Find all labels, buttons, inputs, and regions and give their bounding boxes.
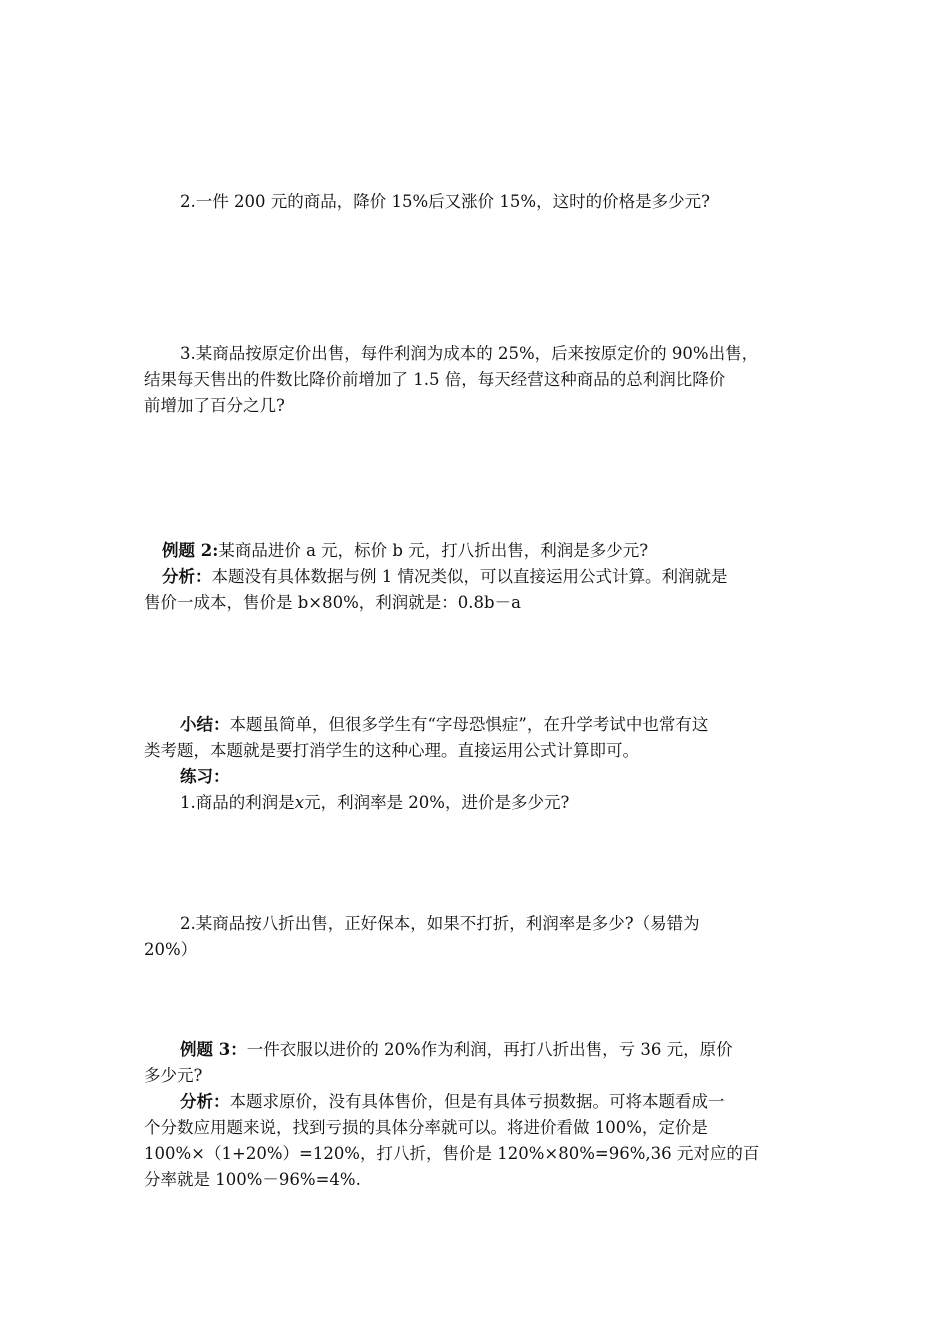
- practice-1: 1.商品的利润是x元，利润率是 20%，进价是多少元?: [180, 793, 570, 812]
- analysis-3-label: 分析：: [180, 1092, 230, 1111]
- example-2-label: 例题 2:: [162, 541, 219, 560]
- analysis-2-label: 分析：: [162, 567, 212, 586]
- analysis-2-text: 本题没有具体数据与例 1 情况类似，可以直接运用公式计算。利润就是: [211, 567, 728, 586]
- summary: [144, 712, 809, 816]
- practice-2: [144, 911, 809, 963]
- variable-x: x: [294, 793, 305, 812]
- summary-text: 本题虽简单，但很多学生有“字母恐惧症”，在升学考试中也常有这: [229, 715, 709, 734]
- example-2-text: 某商品进价 a 元，标价 b 元，打八折出售，利润是多少元?: [218, 541, 649, 560]
- example-3: [144, 1037, 809, 1193]
- example-2: [144, 538, 809, 616]
- example-3-label: 例题 3：: [180, 1040, 247, 1059]
- practice-label: 练习：: [180, 767, 230, 786]
- analysis-3-line-3: 100%×（1+20%）=120%，打八折，售价是 120%×80%=96%,36 元对应的百: [144, 1144, 760, 1163]
- practice-2-line-2: 20%）: [144, 940, 198, 959]
- example-3-line-2: 多少元?: [144, 1066, 203, 1085]
- question-3-line-2: 结果每天售出的件数比降价前增加了 1.5 倍，每天经营这种商品的总利润比降价: [144, 370, 726, 389]
- analysis-3-line-2: 个分数应用题来说，找到亏损的具体分率就可以。将进价看做 100%，定价是: [144, 1118, 708, 1137]
- question-3-line-1: 3.某商品按原定价出售，每件利润为成本的 25%，后来按原定价的 90%出售，: [180, 344, 759, 363]
- question-2-text: 2.一件 200 元的商品，降价 15%后又涨价 15%，这时的价格是多少元?: [180, 192, 710, 211]
- analysis-3-line-4: 分率就是 100%－96%=4%.: [144, 1170, 361, 1189]
- summary-label: 小结：: [180, 715, 230, 734]
- question-3: [144, 341, 809, 419]
- analysis-2-line-2: 售价一成本，售价是 b×80%，利润就是：0.8b－a: [144, 593, 521, 612]
- example-3-text: 一件衣服以进价的 20%作为利润，再打八折出售，亏 36 元，原价: [246, 1040, 733, 1059]
- summary-line-2: 类考题，本题就是要打消学生的这种心理。直接运用公式计算即可。: [144, 741, 639, 760]
- analysis-3-text: 本题求原价，没有具体售价，但是有具体亏损数据。可将本题看成一: [229, 1092, 725, 1111]
- question-3-line-3: 前增加了百分之几?: [144, 396, 285, 415]
- question-2: [144, 189, 809, 215]
- practice-2-line-1: 2.某商品按八折出售，正好保本，如果不打折，利润率是多少?（易错为: [180, 914, 700, 933]
